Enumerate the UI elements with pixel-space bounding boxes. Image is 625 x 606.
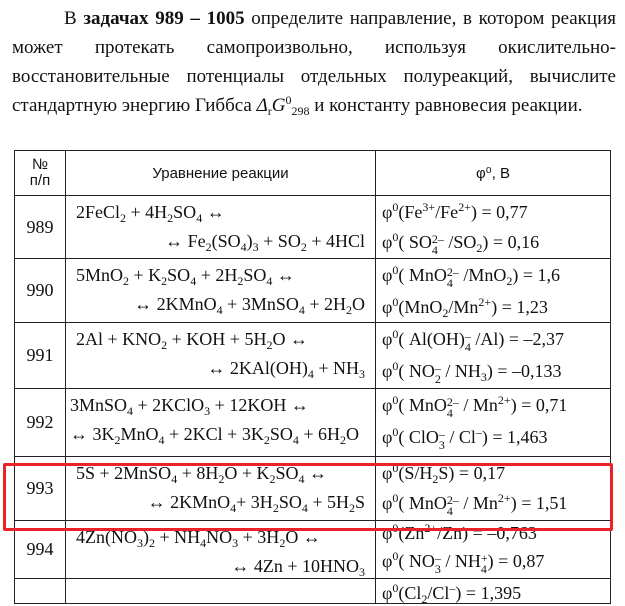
row-number: 989 [15, 196, 66, 259]
potentials: $\varphi^0(Cl_2/Cl^-) = 1,395$ [376, 579, 611, 604]
potentials: $\varphi^0$( Al(OH) – 4 /Al) = –2,37 $\varphi^0$( NO – 2 / $NH_3) = -0,133$ [376, 323, 611, 389]
reaction-equation: 5S + 2MnSO$_4$ + $8H_2O + K_2SO_4$ ↔ ↔ 2KMnO$_4$+ $3H_2SO_4 + 5H_2S$ [66, 457, 376, 521]
row-number: 990 [15, 259, 66, 323]
table-row [15, 196, 611, 259]
intro-paragraph: В задачах 989 – 1005 определите направление, в котором реакция может протекать самопроизвольно, используя окислительно-восстановительные потенциалы отдельных полуреакций, вычислите стандартную энергию Гиббса $\Delta_rG^0_{298}$ и константу равновесия реакции. [12, 8, 616, 118]
reaction-equation: $5MnO_2 + K_2SO_4 + 2H_2SO_4$ ↔ ↔ 2KMnO$_4$ + 3MnSO$_4$ + $2H_2O$ [66, 259, 376, 323]
row-number: 991 [15, 323, 66, 389]
reaction-equation [66, 579, 376, 604]
potentials: $\varphi^0(Zn^{2+}/Zn) = -0,763$ $\varphi^0$( NO – 3 / NH + 4 ) = 0,87 [376, 521, 611, 579]
table-row [15, 323, 611, 389]
table-header-row [15, 151, 611, 196]
header-potential: φ⁰, В [376, 151, 611, 196]
potentials: $\varphi^0$( MnO 2– 4 /MnO$_2$) = 1,6 $\varphi^0(MnO_2/Mn^{2+}) = 1,23$ [376, 259, 611, 323]
gibbs-symbol: $\Delta_rG^0_{298}$ [256, 93, 310, 118]
header-equation: Уравнение реакции [66, 151, 376, 196]
row-number: 992 [15, 389, 66, 457]
reaction-equation: $2Al + KNO_2$ + KOH + $5H_2O$ ↔ ↔ $2KAl(OH)_4 + NH_3$ [66, 323, 376, 389]
table-row [15, 579, 611, 604]
table-row [15, 389, 611, 457]
reactions-table [14, 150, 611, 604]
potentials: $\varphi^0(Fe^{3+}/Fe^{2+}) = 0,77$ $\varphi^0$( SO 2– 4 $/SO_2) = 0,16$ [376, 196, 611, 259]
reaction-equation: 3MnSO$_4$ + 2KClO$_3$ + 12KOH ↔ ↔ $3K_2MnO_4 + 2KCl + 3K_2SO_4 + 6H_2O$ [66, 389, 376, 457]
row-number: 994 [15, 521, 66, 579]
reaction-equation: 2FeCl$_2$ + $4H_2SO_4$ ↔ ↔ $Fe_2(SO_4)_3 + SO_2 + 4HCl$ [66, 196, 376, 259]
row-number [15, 579, 66, 604]
table-row [15, 259, 611, 323]
potentials: $\varphi^0$( MnO 2– 4 / $Mn^{2+}) = 0,71$ $\varphi^0$( ClO – 3 / Cl–) = 1,463 [376, 389, 611, 457]
row-number: 993 [15, 457, 66, 521]
task-range: задачах 989 – 1005 [83, 8, 245, 29]
potentials: $\varphi^0(S/H_2S) = 0,17$ $\varphi^0$( MnO 2– 4 / $Mn^{2+}) = 1,51$ [376, 457, 611, 521]
row-993-highlight-box [3, 463, 613, 531]
header-number: № п/п [15, 151, 66, 196]
reaction-equation: $4Zn(NO_3)_2 + NH_4NO_3 + 3H_2O$ ↔ ↔ $4Zn + 10HNO_3$ [66, 521, 376, 579]
